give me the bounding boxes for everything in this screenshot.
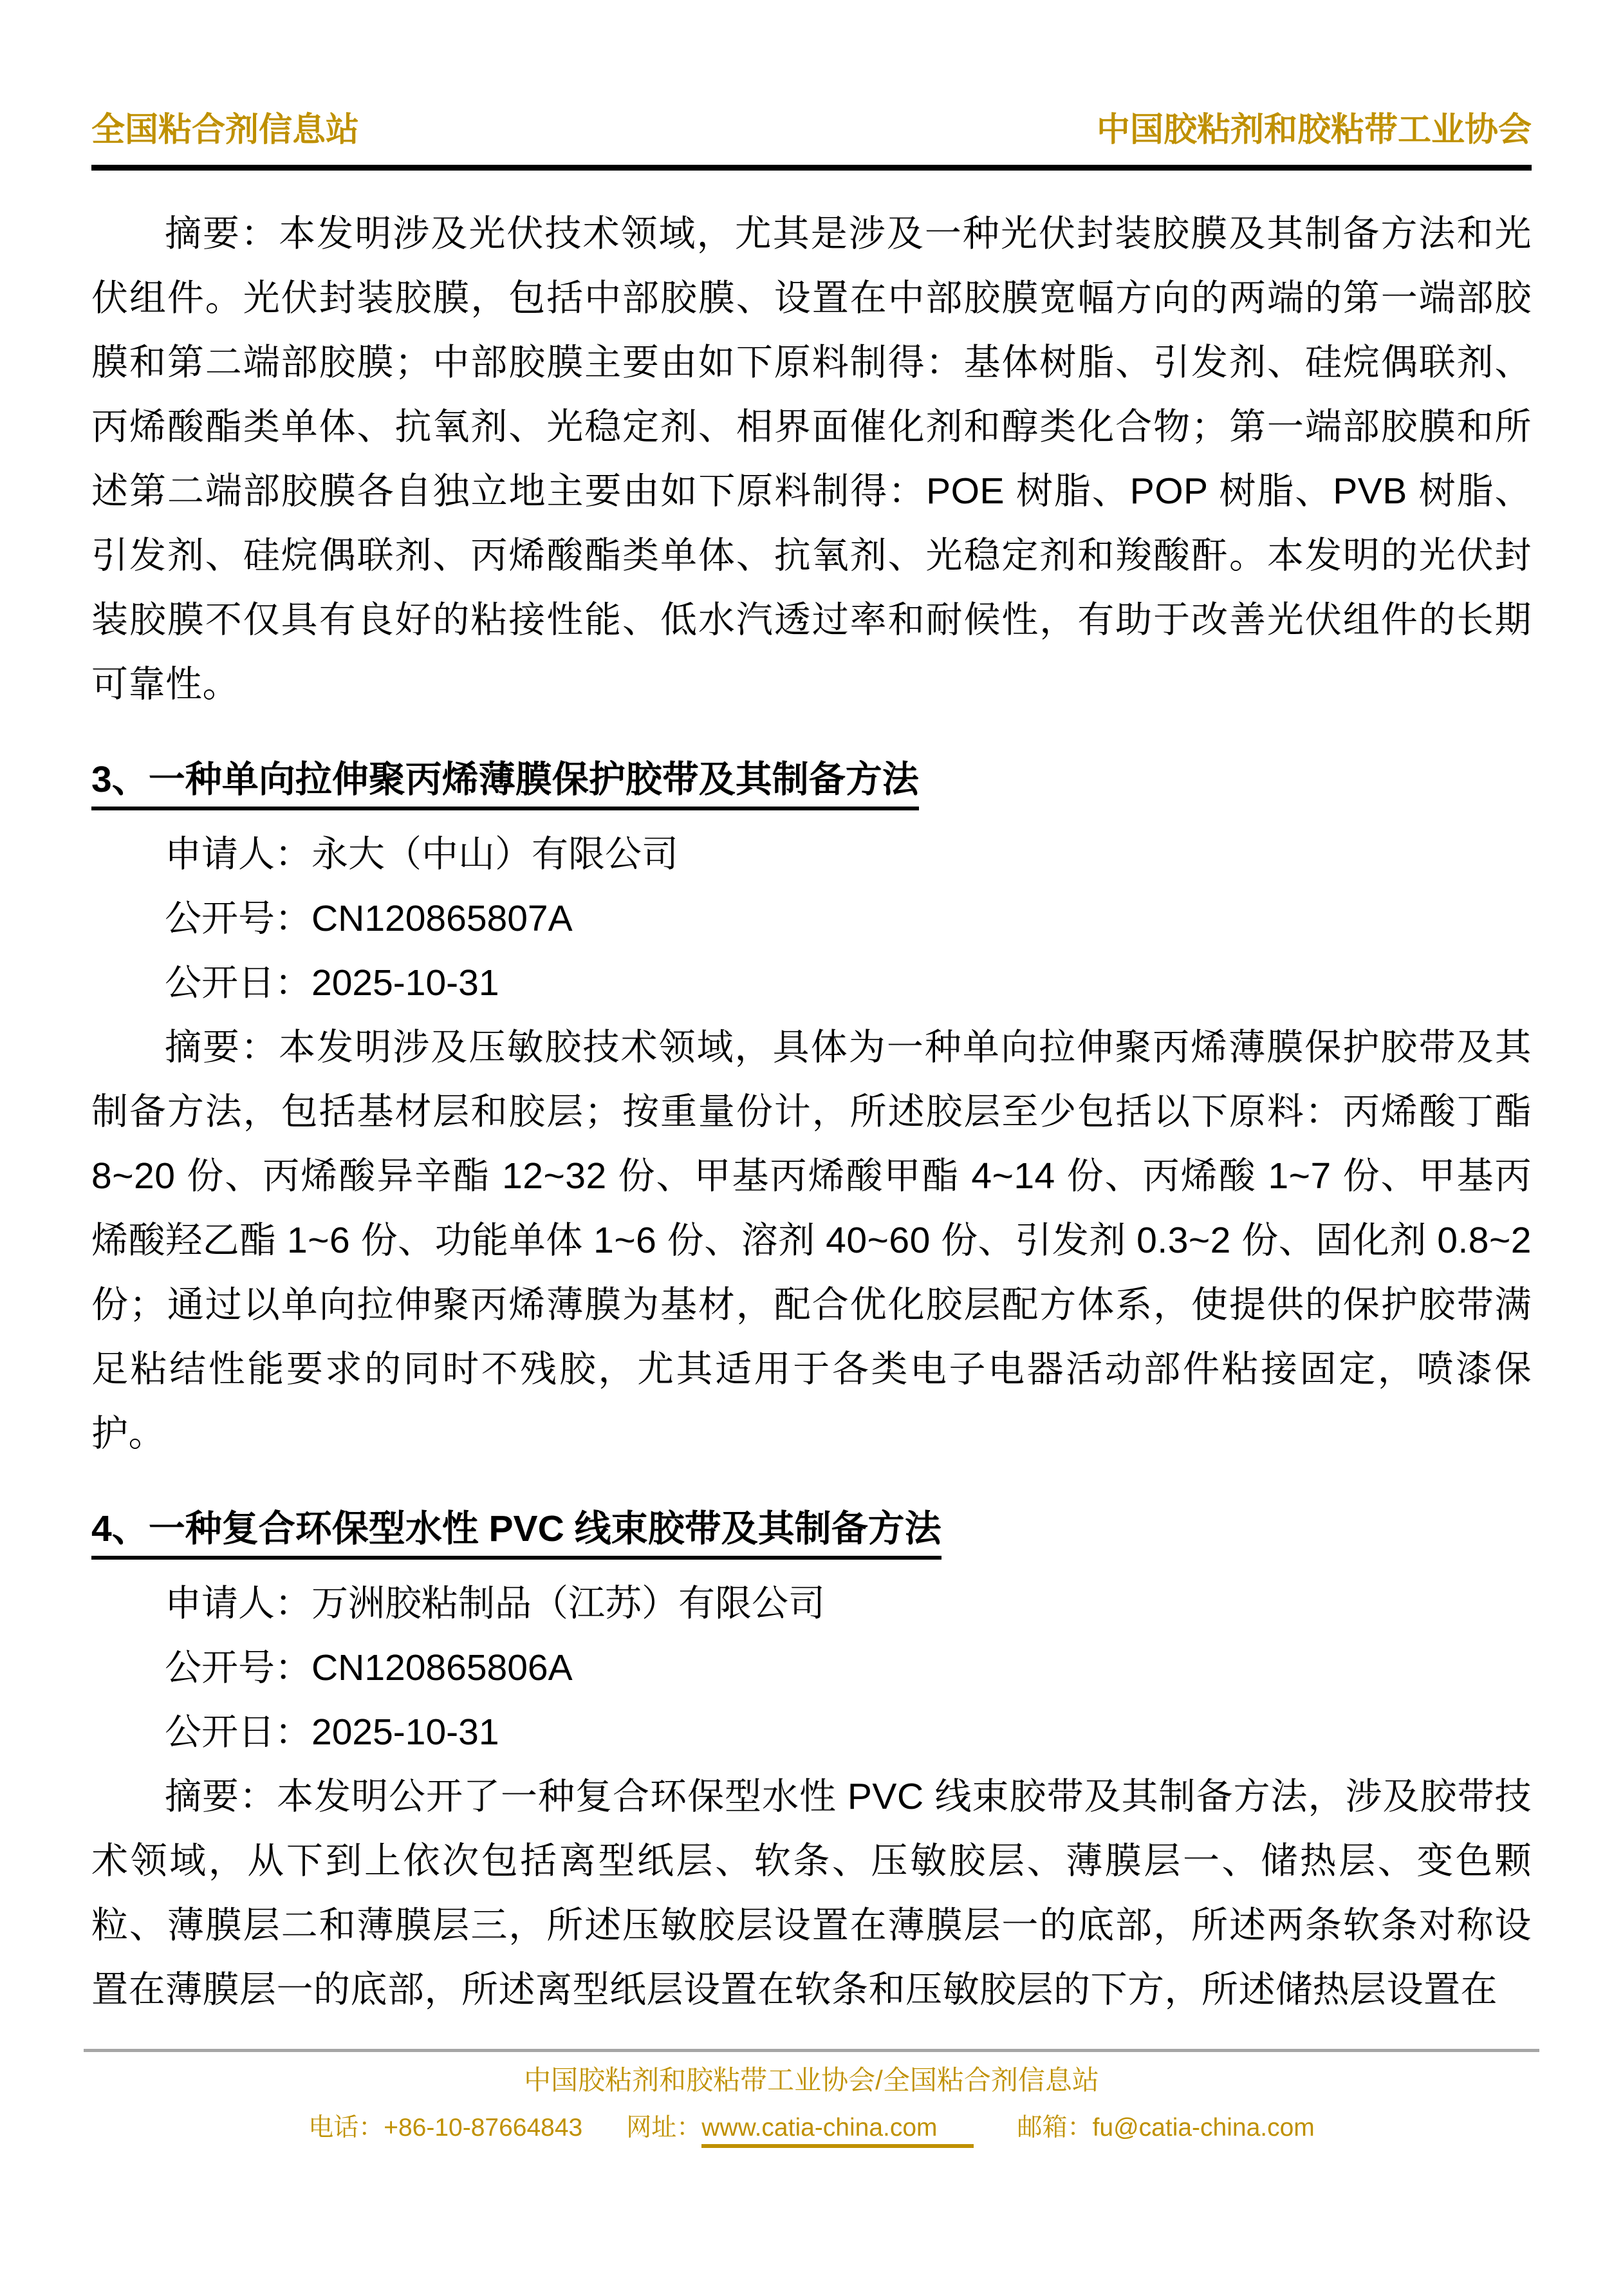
applicant-label: 申请人： (165, 1583, 311, 1624)
publication-date-row (91, 1700, 1532, 1764)
patent-entry (91, 1503, 1532, 2022)
intro-abstract-paragraph: 摘要：本发明涉及光伏技术领域，尤其是涉及一种光伏封装胶膜及其制备方法和光伏组件。光伏封装胶膜，包括中部胶膜、设置在中部胶膜宽幅方向的两端的第一端部胶膜和第二端部胶膜；中部胶膜主要由如下原料制得：基体树脂、引发剂、硅烷偶联剂、丙烯酸酯类单体、抗氧剂、光稳定剂、相界面催化剂和醇类化合物；第一端部胶膜和所述第二端部胶膜各自独立地主要由如下原料制得：POE 树脂、POP 树脂、PVB 树脂、引发剂、硅烷偶联剂、丙烯酸酯类单体、抗氧剂、光稳定剂和羧酸酐。本发明的光伏封装胶膜不仅具有良好的粘接性能、低水汽透过率和耐候性，有助于改善光伏组件的长期可靠性。 (91, 213, 1532, 705)
patent-title-text: 4、一种复合环保型水性 PVC 线束胶带及其制备方法 (91, 1508, 941, 1560)
footer-divider (84, 2049, 1539, 2052)
page-header (91, 109, 1532, 151)
abstract-paragraph: 摘要：本发明涉及压敏胶技术领域，具体为一种单向拉伸聚丙烯薄膜保护胶带及其制备方法，包括基材层和胶层；按重量份计，所述胶层至少包括以下原料：丙烯酸丁酯 8~20 份、丙烯酸异辛酯 12~32 份、甲基丙烯酸甲酯 4~14 份、丙烯酸 1~7 份、甲基丙烯酸羟乙酯 1~6 份、功能单体 1~6 份、溶剂 40~60 份、引发剂 0.3~2 份、固化剂 0.8~2 份；通过以单向拉伸聚丙烯薄膜为基材，配合优化胶层配方体系，使提供的保护胶带满足粘结性能要求的同时不残胶，尤其适用于各类电子电器活动部件粘接固定，喷漆保护。 (91, 1027, 1532, 1454)
publication-date-label: 公开日： (165, 1712, 311, 1753)
abstract-paragraph: 摘要：本发明公开了一种复合环保型水性 PVC 线束胶带及其制备方法，涉及胶带技术领域，从下到上依次包括离型纸层、软条、压敏胶层、薄膜层一、储热层、变色颗粒、薄膜层二和薄膜层三，所述压敏胶层设置在薄膜层一的底部，所述两条软条对称设置在薄膜层一的底部，所述离型纸层设置在软条和压敏胶层的下方，所述储热层设置在 (91, 1776, 1532, 2010)
publication-number-label: 公开号： (165, 1647, 311, 1688)
header-left-title: 全国粘合剂信息站 (91, 111, 360, 149)
footer-phone (308, 2110, 582, 2146)
publication-date-label: 公开日： (165, 962, 311, 1003)
patent-entry (91, 754, 1532, 1466)
publication-number-value: CN120865807A (311, 898, 573, 939)
footer-association-line: 中国胶粘剂和胶粘带工业协会/全国粘合剂信息站 (524, 2065, 1099, 2095)
footer-contact-line (0, 2110, 1623, 2146)
phone-label: 电话： (308, 2114, 384, 2142)
applicant-value: 永大（中山）有限公司 (311, 834, 678, 875)
applicant-row (91, 1571, 1532, 1636)
website-link[interactable]: www.catia-china.com (701, 2114, 973, 2148)
applicant-label: 申请人： (165, 834, 311, 875)
publication-date-value: 2025-10-31 (311, 1712, 499, 1753)
patent-title (91, 754, 1532, 805)
email-value: fu@catia-china.com (1092, 2114, 1315, 2142)
publication-number-value: CN120865806A (311, 1647, 573, 1688)
publication-number-row (91, 1636, 1532, 1700)
publication-number-label: 公开号： (165, 898, 311, 939)
header-divider (91, 165, 1532, 171)
email-label: 邮箱： (1017, 2114, 1093, 2142)
publication-number-row (91, 886, 1532, 951)
footer-email (1017, 2110, 1315, 2146)
patent-title (91, 1503, 1532, 1554)
patent-title-text: 3、一种单向拉伸聚丙烯薄膜保护胶带及其制备方法 (91, 759, 919, 810)
publication-date-value: 2025-10-31 (311, 962, 499, 1003)
website-label: 网址： (626, 2114, 702, 2142)
applicant-value: 万洲胶粘制品（江苏）有限公司 (311, 1583, 825, 1624)
phone-value: +86-10-87664843 (384, 2114, 583, 2142)
applicant-row (91, 822, 1532, 886)
publication-date-row (91, 951, 1532, 1015)
footer-website (626, 2110, 973, 2146)
header-right-title: 中国胶粘剂和胶粘带工业协会 (1096, 111, 1532, 149)
